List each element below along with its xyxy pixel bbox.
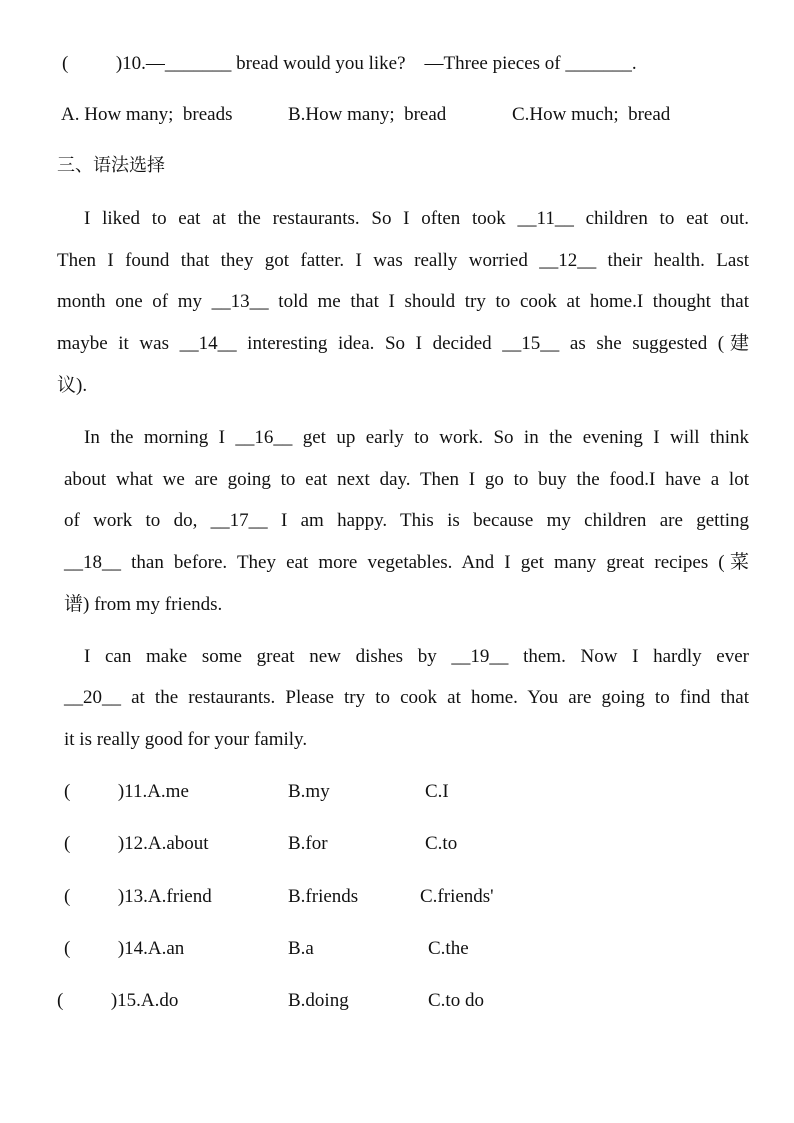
question-12-stem: ( )12.A.about <box>64 833 209 854</box>
section-title: 三、语法选择 <box>57 155 165 176</box>
question-14-option-b: B.a <box>288 938 314 959</box>
passage-line: I liked to eat at the restaurants. So I often took __11__ children to eat out. <box>84 208 749 229</box>
question-12-option-b: B.for <box>288 833 328 854</box>
passage-line: of work to do, __17__ I am happy. This is because my children are getting <box>64 510 749 531</box>
passage-line: I can make some great new dishes by __19__ them. Now I hardly ever <box>84 646 749 667</box>
question-15-option-b: B.doing <box>288 990 349 1011</box>
passage-line: about what we are going to eat next day. Then I go to buy the food.I have a lot <box>64 469 749 490</box>
question-13-option-c: C.friends' <box>420 886 494 907</box>
question-11-stem: ( )11.A.me <box>64 781 189 802</box>
passage-line: maybe it was __14__ interesting idea. So I decided __15__ as she suggested (建 <box>57 333 749 354</box>
question-14-stem: ( )14.A.an <box>64 938 185 959</box>
question-10-option-a: A. How many; breads <box>61 104 233 125</box>
passage-line: it is really good for your family. <box>64 729 308 750</box>
question-13-option-b: B.friends <box>288 886 359 907</box>
passage-line: In the morning I __16__ get up early to work. So in the evening I will think <box>84 427 749 448</box>
passage-line: 谱) from my friends. <box>64 594 223 615</box>
question-10-option-c: C.How much; bread <box>512 104 671 125</box>
question-11-option-c: C.I <box>425 781 449 802</box>
passage-line: 议). <box>57 375 88 396</box>
question-15-stem: ( )15.A.do <box>57 990 179 1011</box>
passage-line: Then I found that they got fatter. I was really worried __12__ their health. Last <box>57 250 749 271</box>
question-11-option-b: B.my <box>288 781 330 802</box>
passage-line: __20__ at the restaurants. Please try to cook at home. You are going to find that <box>64 687 749 708</box>
question-13-stem: ( )13.A.friend <box>64 886 212 907</box>
passage-line: __18__ than before. They eat more vegetables. And I get many great recipes (菜 <box>64 552 749 573</box>
question-14-option-c: C.the <box>428 938 469 959</box>
question-15-option-c: C.to do <box>428 990 484 1011</box>
passage-line: month one of my __13__ told me that I should try to cook at home.I thought that <box>57 291 749 312</box>
question-12-option-c: C.to <box>425 833 458 854</box>
question-10-stem: ( )10.—_______ bread would you like? —Three pieces of _______. <box>62 53 637 74</box>
question-10-option-b: B.How many; bread <box>288 104 447 125</box>
